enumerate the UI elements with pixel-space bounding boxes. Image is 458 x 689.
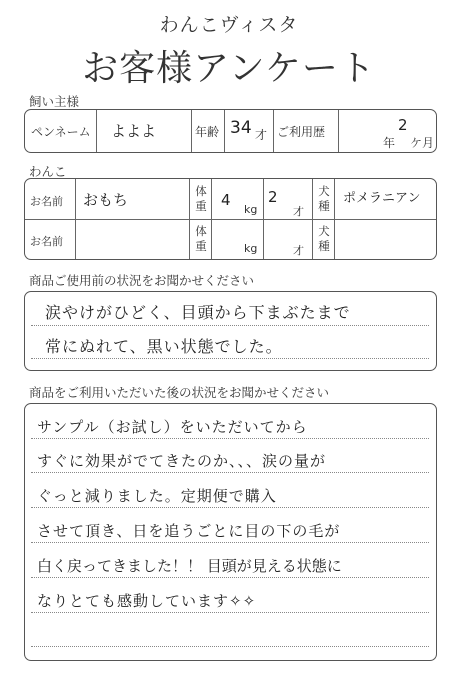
breed-value-1: ポメラニアン: [343, 191, 421, 206]
before-line-1: 涙やけがひどく、目頭から下まぶたまで: [45, 303, 351, 322]
before-line-2: 常にぬれて、黒い状態でした。: [45, 337, 283, 356]
after-line-2: すぐに効果がでてきたのか、、、涙の量が: [37, 452, 327, 470]
weight-label-top: 体: [195, 224, 207, 238]
brand-name: わんこヴィスタ: [159, 14, 299, 36]
kg-unit-2: kg: [244, 242, 258, 255]
dog-name-value-1: おもち: [83, 191, 129, 209]
weight-label-top: 体: [195, 184, 207, 198]
dog-age-unit-1: 才: [293, 205, 304, 218]
dog-name-label-2: お名前: [30, 235, 63, 248]
breed-label-2: [314, 224, 334, 254]
owner-section-label: 飼い主様: [29, 94, 80, 109]
age-value: 34: [230, 118, 252, 138]
after-line-5: 白く戻ってきました！！ 目頭が見える状態に: [37, 557, 342, 575]
after-question: 商品をご利用いただいた後の状況をお聞かせください: [29, 385, 330, 400]
dog-box: [24, 178, 437, 260]
owner-box: [24, 109, 437, 153]
dog-age-unit-2: 才: [293, 244, 304, 257]
breed-label-bottom: 種: [318, 199, 330, 213]
weight-value-1: 4: [221, 191, 231, 209]
before-question: 商品ご使用前の状況をお聞かせください: [29, 273, 255, 288]
usage-label: ご利用歴: [277, 125, 326, 139]
weight-label-bottom: 重: [195, 199, 207, 213]
before-answer-box: [24, 291, 437, 371]
after-line-1: サンプル（お試し）をいただいてから: [37, 418, 308, 436]
weight-label-1: [191, 184, 211, 214]
breed-label-1: [314, 184, 334, 214]
weight-label-bottom: 重: [195, 239, 207, 253]
dog-section-label: わんこ: [29, 164, 67, 179]
after-line-3: ぐっと減りました。定期便で購入: [37, 487, 277, 505]
age-label: 年齢: [195, 125, 220, 139]
pen-name-value: よよよ: [111, 122, 157, 140]
usage-years-unit: 年: [383, 136, 396, 150]
breed-label-top: 犬: [318, 184, 330, 198]
usage-months-unit: ケ月: [410, 136, 435, 150]
age-unit: 才: [255, 128, 268, 142]
pen-name-label: ペンネーム: [31, 125, 91, 139]
dog-name-label-1: お名前: [30, 195, 63, 208]
kg-unit-1: kg: [244, 203, 258, 216]
after-answer-box: [24, 403, 437, 661]
after-line-6: なりとても感動しています✧✧: [37, 592, 257, 610]
dog-age-value-1: 2: [268, 188, 278, 206]
breed-label-top: 犬: [318, 224, 330, 238]
after-line-4: させて頂き、日を追うごとに目の下の毛が: [37, 522, 341, 540]
breed-label-bottom: 種: [318, 239, 330, 253]
form-title: お客様アンケート: [82, 48, 376, 89]
usage-months-value: 2: [398, 116, 408, 134]
weight-label-2: [191, 224, 211, 254]
